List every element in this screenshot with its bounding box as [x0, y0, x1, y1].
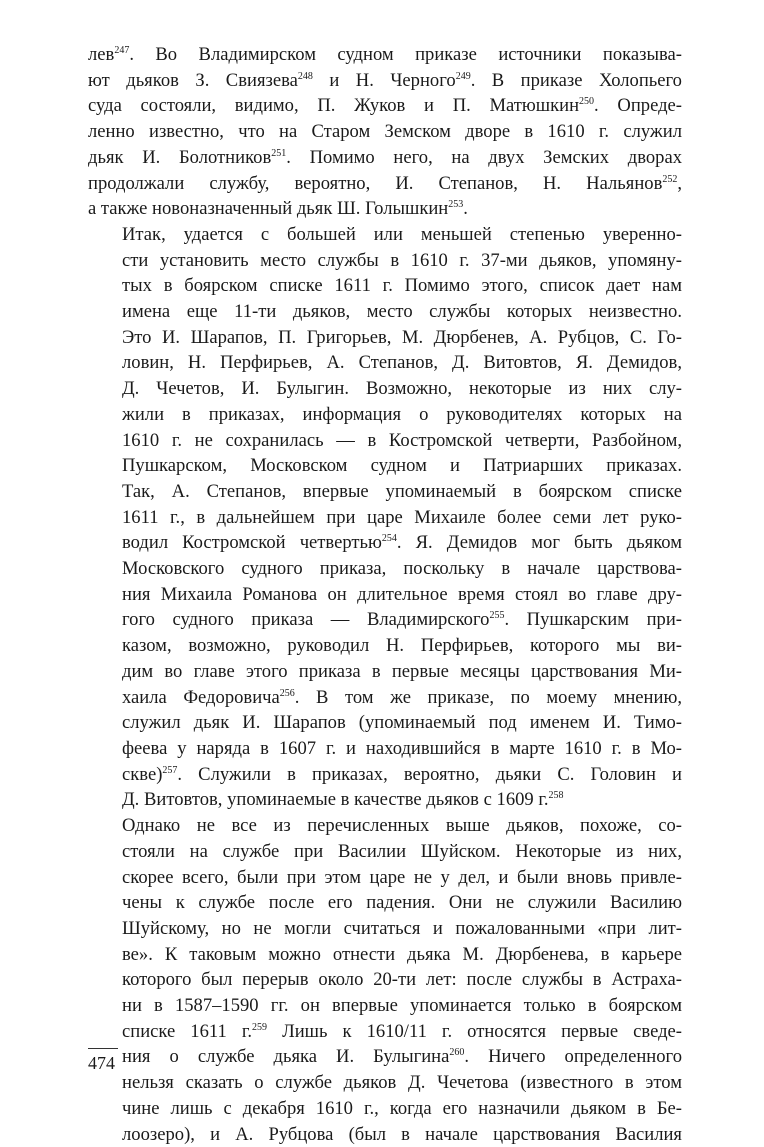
text-line: [88, 916, 682, 942]
footnote-ref[interactable]: 251: [271, 147, 287, 159]
text-run: жили в приказах, информация о руководителях которых на: [122, 403, 682, 425]
footnote-ref[interactable]: 247: [114, 45, 130, 56]
text-run: Д. Витовтов, упоминаемые в качестве дьяков с 1609 г.: [122, 789, 549, 811]
footnote-ref[interactable]: 252: [662, 173, 678, 185]
text-run: списке 1611 г.: [122, 1020, 253, 1042]
footnote-ref[interactable]: 254: [381, 533, 397, 545]
text-line: [88, 299, 682, 325]
text-run: Шуйскому, но не могли считаться и пожалованными «при лит-: [122, 917, 682, 939]
text-run: служил дьяк И. Шарапов (упоминаемый под именем И. Тимо-: [122, 712, 682, 734]
text-run: скорее всего, были при этом царе не у дел, и были вновь привле-: [122, 866, 682, 888]
text-line: [88, 68, 682, 94]
text-line: [88, 710, 682, 736]
body-text: [88, 42, 682, 1147]
text-line: [88, 248, 682, 274]
text-run: . В приказе Холопьего: [470, 69, 682, 91]
text-line: [88, 582, 682, 608]
text-run: хаила Федоровича: [122, 686, 280, 708]
text-line: [88, 530, 682, 556]
text-run: ленно известно, что на Старом Земском дворе в 1610 г. служил: [88, 121, 682, 143]
text-run: которого был перерыв около 20-ти лет: после службы в Астраха-: [122, 969, 682, 991]
footnote-ref[interactable]: 257: [162, 764, 178, 776]
text-line: [88, 556, 682, 582]
text-run: тых в боярском списке 1611 г. Помимо этого, список дает нам: [122, 275, 682, 297]
text-line: [88, 479, 682, 505]
text-run: скве): [122, 763, 163, 785]
footnote-ref[interactable]: 253: [448, 199, 464, 211]
text-run: Это И. Шарапов, П. Григорьев, М. Дюрбенев, А. Рубцов, С. Го-: [122, 326, 682, 348]
text-line: [88, 839, 682, 865]
text-run: феева у наряда в 1607 г. и находившийся в марте 1610 г. в Мо-: [122, 737, 682, 759]
text-run: водил Костромской четвертью: [122, 532, 382, 554]
footnote-ref[interactable]: 258: [548, 790, 564, 802]
text-run: .: [463, 198, 468, 220]
text-line: [88, 1070, 682, 1096]
text-run: Итак, удается с большей или меньшей степенью уверенно-: [122, 223, 682, 245]
text-run: лоозеро), и А. Рубцова (был в начале царствования Василия: [122, 1123, 682, 1145]
footnote-ref[interactable]: 249: [455, 70, 471, 82]
text-run: продолжали службу, вероятно, И. Степанов, Н. Нальянов: [88, 172, 663, 194]
text-run: . Ничего определенного: [464, 1046, 683, 1068]
text-line: [88, 145, 682, 171]
text-line: [88, 350, 682, 376]
text-run: и Н. Черного: [312, 69, 456, 91]
paragraph: [88, 222, 682, 813]
text-run: . Я. Демидов мог быть дьяком: [396, 532, 682, 554]
text-run: казом, возможно, руководил Н. Перфирьев, которого мы ви-: [122, 635, 682, 657]
text-run: . Во Владимирском судном приказе источники показыва-: [129, 44, 682, 65]
text-line: [88, 685, 682, 711]
footnote-ref[interactable]: 259: [252, 1021, 268, 1033]
text-run: нельзя сказать о службе дьяков Д. Чечетова (известного в этом: [122, 1072, 682, 1094]
text-line: [88, 1044, 682, 1070]
footnote-ref[interactable]: 248: [297, 70, 313, 82]
text-line: [88, 1096, 682, 1122]
text-run: . Пушкарским при-: [504, 609, 683, 631]
page-number-rule: [88, 1048, 118, 1049]
paragraph: [88, 813, 682, 1147]
text-run: 1611 г., в дальнейшем при царе Михаиле более семи лет руко-: [122, 506, 682, 528]
text-run: имена еще 11-ти дьяков, место службы которых неизвестно.: [122, 301, 682, 323]
text-run: лев: [88, 44, 115, 65]
text-line: [88, 607, 682, 633]
text-run: 1610 г. не сохранилась — в Костромской четверти, Разбойном,: [122, 429, 682, 451]
text-run: чине лишь с декабря 1610 г., когда его назначили дьяком в Бе-: [122, 1097, 682, 1119]
text-line: [88, 222, 682, 248]
text-run: . В том же приказе, по моему мнению,: [294, 686, 682, 708]
text-line: [88, 813, 682, 839]
footnote-ref[interactable]: 255: [489, 610, 505, 622]
text-line: [88, 890, 682, 916]
text-run: ют дьяков З. Свиязева: [88, 69, 298, 91]
text-run: Лишь к 1610/11 г. относятся первые сведе-: [267, 1020, 683, 1042]
text-run: ловин, Н. Перфирьев, А. Степанов, Д. Витовтов, Я. Демидов,: [122, 352, 682, 374]
text-run: дим во главе этого приказа в первые месяцы царствования Ми-: [122, 660, 682, 682]
text-run: . Помимо него, на двух Земских дворах: [286, 146, 682, 168]
text-run: дьяк И. Болотников: [88, 146, 272, 168]
text-line: [88, 865, 682, 891]
text-run: Пушкарском, Московском судном и Патриарших приказах.: [122, 455, 682, 477]
text-line: [88, 273, 682, 299]
text-run: Московского судного приказа, поскольку в начале царствова-: [122, 558, 682, 580]
text-line: [88, 787, 682, 813]
text-run: . Опреде-: [594, 95, 682, 117]
text-line: [88, 633, 682, 659]
page-number: 474: [88, 1053, 115, 1073]
text-line: [88, 376, 682, 402]
footnote-ref[interactable]: 256: [279, 687, 295, 699]
text-line: [88, 428, 682, 454]
text-line: [88, 505, 682, 531]
text-line: [88, 762, 682, 788]
text-run: чены к службе после его падения. Они не служили Василию: [122, 892, 682, 914]
text-run: суда состояли, видимо, П. Жуков и П. Матюшкин: [88, 95, 580, 117]
footnote-ref[interactable]: 260: [449, 1047, 465, 1059]
text-line: [88, 736, 682, 762]
text-line: [88, 967, 682, 993]
text-line: [88, 1122, 682, 1147]
text-line: [88, 942, 682, 968]
text-run: сти установить место службы в 1610 г. 37-ми дьяков, упомяну-: [122, 249, 682, 271]
text-run: гого судного приказа — Владимирского: [122, 609, 490, 631]
text-run: ния о службе дьяка И. Булыгина: [122, 1046, 450, 1068]
text-run: Д. Чечетов, И. Булыгин. Возможно, некоторые из них слу-: [122, 378, 682, 400]
text-line: [88, 196, 682, 222]
text-run: Однако не все из перечисленных выше дьяков, похоже, со-: [122, 815, 682, 837]
text-run: ни в 1587–1590 гг. он впервые упоминается только в боярском: [122, 995, 682, 1017]
paragraph: [88, 42, 682, 222]
footnote-ref[interactable]: 250: [579, 96, 595, 108]
text-line: [88, 993, 682, 1019]
text-run: . Служили в приказах, вероятно, дьяки С. Головин и: [177, 763, 682, 785]
text-run: а также новоназначенный дьяк Ш. Голышкин: [88, 198, 449, 220]
text-line: [88, 402, 682, 428]
text-line: [88, 1019, 682, 1045]
text-line: [88, 119, 682, 145]
text-line: [88, 42, 682, 68]
text-run: ,: [677, 172, 682, 194]
text-run: ве». К таковым можно отнести дьяка М. Дюрбенева, в карьере: [122, 943, 682, 965]
text-line: [88, 453, 682, 479]
text-run: Так, А. Степанов, впервые упоминаемый в боярском списке: [122, 480, 682, 502]
text-line: [88, 93, 682, 119]
text-run: ния Михаила Романова он длительное время стоял во главе дру-: [122, 583, 682, 605]
text-line: [88, 659, 682, 685]
text-line: [88, 171, 682, 197]
text-run: стояли на службе при Василии Шуйском. Некоторые из них,: [122, 840, 682, 862]
text-line: [88, 325, 682, 351]
